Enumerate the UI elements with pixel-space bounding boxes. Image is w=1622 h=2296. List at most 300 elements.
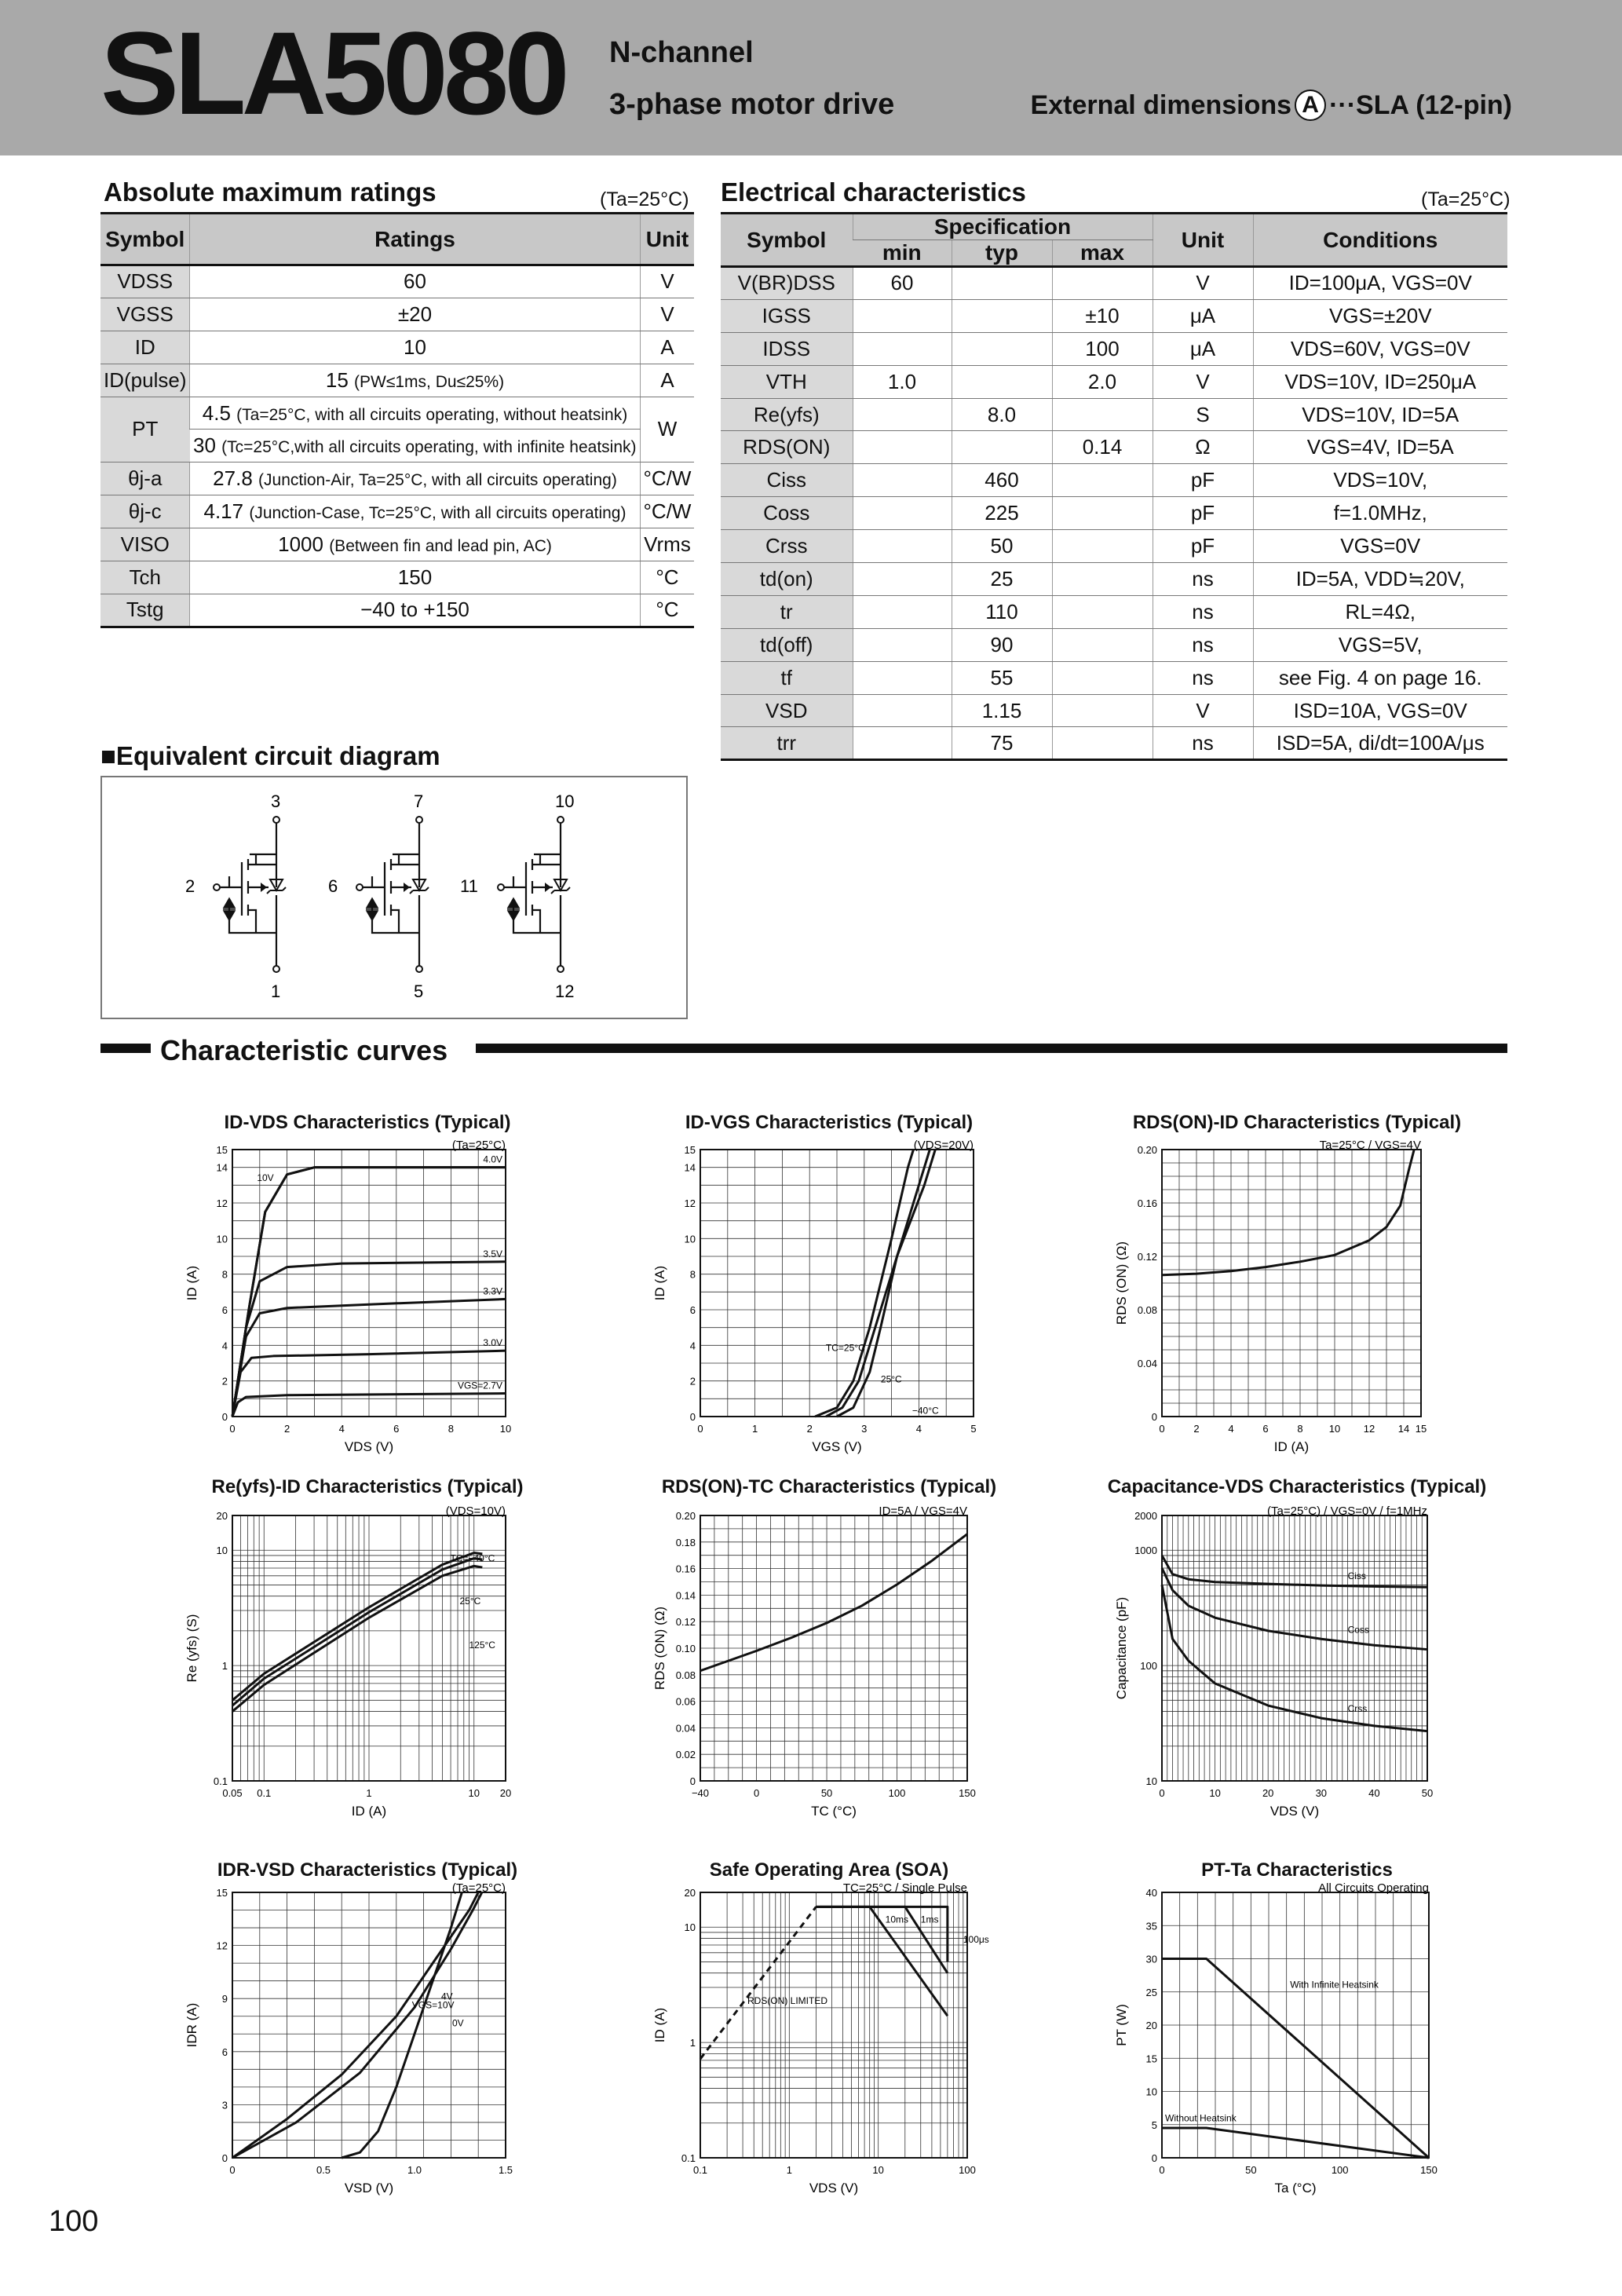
x-tick-label: 0.5 (316, 2164, 331, 2176)
abs-rating-value: −40 to +150 (360, 598, 469, 622)
ele-header-min: min (853, 240, 952, 267)
series-label: 3.5V (483, 1248, 502, 1260)
x-tick-label: 50 (820, 1787, 833, 1799)
abs-row (100, 594, 694, 627)
abs-header-unit: Unit (640, 214, 694, 265)
chart-title: PT-Ta Characteristics (1201, 1859, 1393, 1881)
y-tick-label: 6 (689, 1304, 696, 1316)
y-tick-label: 10 (684, 1921, 696, 1934)
ele-max (1052, 464, 1153, 497)
terminal-circle (356, 884, 363, 890)
pin-top-label: 7 (414, 792, 424, 811)
y-tick-label: 0.12 (675, 1616, 696, 1629)
x-tick-label: 2 (1193, 1423, 1200, 1435)
abs-rating-note: (Junction-Air, Ta=25°C, with all circuits operating) (258, 471, 617, 490)
ele-max (1052, 398, 1153, 431)
ele-row (721, 530, 1507, 563)
x-tick-label: 10 (1328, 1423, 1341, 1435)
y-tick-label: 10 (216, 1545, 228, 1557)
abs-symbol: Tstg (100, 594, 190, 627)
y-tick-label: 12 (684, 1197, 696, 1209)
chart-condition: (Ta=25°C) (451, 1140, 506, 1152)
x-axis-label: TC (°C) (811, 1804, 857, 1819)
ele-min (853, 661, 952, 694)
abs-symbol: VISO (100, 528, 190, 561)
chart-title: ID-VDS Characteristics (Typical) (224, 1112, 511, 1133)
series-line (1162, 2128, 1429, 2158)
abs-symbol: PT (100, 397, 190, 462)
x-tick-label: 10 (468, 1787, 480, 1799)
series-label: 125°C (469, 1639, 495, 1651)
ele-cond: VDS=10V, (1253, 464, 1507, 497)
ele-cond: VGS=5V, (1253, 628, 1507, 661)
abs-row (100, 462, 694, 495)
zener-diode (507, 898, 520, 920)
abs-rating-note: (Ta=25°C, with all circuits operating, without heatsink) (236, 405, 628, 424)
abs-row (100, 561, 694, 594)
y-tick-label: 15 (684, 1144, 696, 1156)
pin-gate-label: 2 (185, 876, 195, 896)
abs-row (100, 265, 694, 298)
x-tick-label: 100 (959, 2164, 976, 2176)
x-tick-label: 6 (393, 1423, 400, 1435)
y-tick-label: 0 (689, 1775, 696, 1787)
ele-cond: ID=100μA, VGS=0V (1253, 267, 1507, 300)
abs-header-ratings: Ratings (190, 214, 640, 265)
abs-row (100, 430, 694, 462)
y-tick-label: 0 (1151, 2152, 1157, 2164)
y-tick-label: 100 (1140, 1660, 1157, 1673)
abs-rating-value: 150 (397, 565, 433, 589)
ele-header-typ: typ (952, 240, 1052, 267)
abs-rating-value: 27.8 (213, 466, 253, 491)
ele-min (853, 299, 952, 332)
y-tick-label: 10 (216, 1233, 228, 1245)
abs-unit: °C (640, 561, 694, 594)
series-label: TC=−40°C (450, 1552, 495, 1564)
ele-sym: trr (721, 727, 853, 760)
x-tick-label: 150 (1420, 2164, 1438, 2176)
y-tick-label: 0.20 (1137, 1144, 1157, 1156)
series-label: With Infinite Heatsink (1290, 1979, 1379, 1991)
x-tick-label: 15 (1415, 1423, 1427, 1435)
y-axis-label: Capacitance (pF) (1114, 1596, 1129, 1700)
ext-dim-label: External dimensions (1030, 90, 1292, 120)
ele-row (721, 628, 1507, 661)
external-dimensions (1031, 90, 1512, 121)
ele-typ (952, 365, 1052, 398)
abs-unit: W (640, 397, 694, 462)
ele-sym: VSD (721, 694, 853, 727)
terminal-circle (557, 966, 564, 972)
x-tick-label: 100 (1331, 2164, 1349, 2176)
ele-row (721, 365, 1507, 398)
abs-rating (190, 430, 640, 462)
ele-row (721, 299, 1507, 332)
circuit-svg (102, 777, 686, 1018)
x-axis-label: VDS (V) (1269, 1804, 1320, 1819)
y-tick-label: 0.16 (675, 1563, 696, 1575)
series-label: 4V (441, 1991, 453, 2002)
chart-title: RDS(ON)-TC Characteristics (Typical) (661, 1476, 997, 1497)
abs-rating-note: (PW≤1ms, Du≤25%) (354, 372, 505, 391)
series-label: 1ms (920, 1914, 939, 1925)
y-tick-label: 25 (1145, 1986, 1157, 1998)
ele-cond: VDS=10V, ID=250μA (1253, 365, 1507, 398)
ele-cond: f=1.0MHz, (1253, 497, 1507, 530)
ele-unit: S (1153, 398, 1253, 431)
ele-unit: V (1153, 365, 1253, 398)
x-tick-label: 0 (753, 1787, 760, 1799)
x-tick-label: 5 (970, 1423, 977, 1435)
abs-rating-value: 4.5 (202, 400, 231, 425)
x-tick-label: −40 (691, 1787, 710, 1799)
y-tick-label: 0.08 (675, 1669, 696, 1681)
curves-heading-bar (100, 1036, 1507, 1071)
ele-min (853, 530, 952, 563)
chart-c8 (637, 1883, 991, 2205)
y-axis-label: RDS (ON) (Ω) (652, 1606, 667, 1691)
x-tick-label: 40 (1368, 1787, 1380, 1799)
chart-title: Re(yfs)-ID Characteristics (Typical) (211, 1476, 524, 1497)
y-tick-label: 1 (221, 1660, 228, 1673)
y-tick-label: 0.04 (1137, 1358, 1157, 1369)
ele-max (1052, 267, 1153, 300)
y-tick-label: 0.08 (1137, 1304, 1157, 1316)
ele-header-conditions: Conditions (1253, 214, 1507, 267)
abs-rating-value: 4.17 (203, 499, 244, 524)
abs-row (100, 331, 694, 364)
series-label: 10V (257, 1172, 274, 1183)
series-label: Without Heatsink (1165, 2112, 1237, 2124)
x-tick-label: 1 (751, 1423, 758, 1435)
y-tick-label: 6 (221, 1304, 228, 1316)
ele-header-max: max (1052, 240, 1153, 267)
ele-unit: ns (1153, 563, 1253, 596)
ele-unit: μA (1153, 299, 1253, 332)
y-tick-label: 0.04 (675, 1722, 696, 1735)
x-axis-label: VSD (V) (344, 2181, 394, 2195)
mosfet-symbol (220, 823, 276, 966)
ele-row (721, 661, 1507, 694)
x-tick-label: 150 (959, 1787, 976, 1799)
ele-typ: 8.0 (952, 398, 1052, 431)
y-tick-label: 8 (221, 1268, 228, 1281)
y-tick-label: 30 (1145, 1953, 1157, 1965)
ele-min (853, 398, 952, 431)
series-label: Ciss (1347, 1570, 1366, 1582)
series-label: 4.0V (483, 1153, 502, 1165)
x-tick-label: 8 (448, 1423, 455, 1435)
header-band (0, 0, 1622, 155)
series-label: TC=25°C (825, 1342, 865, 1354)
ele-max: 0.14 (1052, 431, 1153, 464)
y-tick-label: 0.10 (675, 1643, 696, 1654)
abs-unit: A (640, 364, 694, 397)
ele-max: 100 (1052, 332, 1153, 365)
x-tick-label: 100 (888, 1787, 906, 1799)
x-tick-label: 0 (697, 1423, 703, 1435)
series-line (232, 1892, 482, 2158)
ele-sym: IGSS (721, 299, 853, 332)
y-tick-label: 20 (684, 1887, 696, 1899)
y-tick-label: 14 (216, 1161, 228, 1174)
ele-min (853, 332, 952, 365)
ele-min (853, 464, 952, 497)
x-axis-label: VDS (V) (344, 1439, 394, 1454)
terminal-circle (557, 817, 564, 823)
chart-condition: (VDS=20V) (913, 1140, 974, 1152)
x-tick-label: 3 (861, 1423, 868, 1435)
x-tick-label: 0 (229, 2164, 236, 2176)
y-tick-label: 0.16 (1137, 1197, 1157, 1209)
ele-cond: VDS=60V, VGS=0V (1253, 332, 1507, 365)
series-label: 25°C (880, 1373, 902, 1385)
ele-max (1052, 694, 1153, 727)
chart-c3 (1099, 1140, 1445, 1464)
abs-unit: °C/W (640, 462, 694, 495)
abs-rating (190, 397, 640, 430)
y-tick-label: 12 (216, 1197, 228, 1209)
pin-bottom-label: 5 (414, 982, 424, 1001)
ele-row (721, 497, 1507, 530)
chart-condition: Ta=25°C / VGS=4V (1319, 1140, 1421, 1152)
abs-rating (190, 298, 640, 331)
y-tick-label: 2000 (1134, 1510, 1157, 1522)
abs-unit: V (640, 265, 694, 298)
abs-rating (190, 331, 640, 364)
terminal-circle (214, 884, 220, 890)
x-axis-label: Ta (°C) (1274, 2181, 1317, 2195)
ele-min: 1.0 (853, 365, 952, 398)
x-tick-label: 0.05 (222, 1787, 243, 1799)
device-type: N-channel (609, 36, 754, 69)
ele-typ (952, 332, 1052, 365)
ele-typ: 460 (952, 464, 1052, 497)
series-label: 100μs (963, 1934, 989, 1946)
abs-unit: V (640, 298, 694, 331)
ele-unit: V (1153, 694, 1253, 727)
chart-condition: All Circuits Operating (1318, 1883, 1429, 1895)
curves-bar-right (476, 1044, 1507, 1053)
x-tick-label: 4 (1228, 1423, 1234, 1435)
ele-max: 2.0 (1052, 365, 1153, 398)
ele-cond: see Fig. 4 on page 16. (1253, 661, 1507, 694)
pin-bottom-label: 12 (555, 982, 575, 1001)
y-tick-label: 0.1 (213, 1775, 228, 1787)
x-tick-label: 30 (1315, 1787, 1328, 1799)
x-tick-label: 0.1 (692, 2164, 708, 2176)
y-tick-label: 15 (1145, 2053, 1157, 2065)
ele-sym: td(off) (721, 628, 853, 661)
chart-condition: ID=5A / VGS=4V (879, 1506, 967, 1518)
y-tick-label: 4 (689, 1340, 696, 1352)
y-tick-label: 0 (1151, 1411, 1157, 1423)
x-tick-label: 6 (1262, 1423, 1269, 1435)
electrical-table (721, 212, 1507, 761)
abs-header-symbol: Symbol (100, 214, 190, 265)
abs-max-condition: (Ta=25°C) (600, 188, 689, 210)
abs-max-title: Absolute maximum ratings (104, 177, 437, 207)
y-tick-label: 0.14 (675, 1589, 696, 1602)
abs-rating (190, 594, 640, 627)
abs-symbol: ID(pulse) (100, 364, 190, 397)
ele-typ: 225 (952, 497, 1052, 530)
ele-sym: VTH (721, 365, 853, 398)
ele-header-unit: Unit (1153, 214, 1253, 267)
zener-diode (223, 898, 236, 920)
series-label: −40°C (911, 1405, 939, 1417)
chart-c7 (170, 1883, 529, 2205)
ele-cond: VGS=0V (1253, 530, 1507, 563)
abs-symbol: Tch (100, 561, 190, 594)
ext-dim-package: ···SLA (12-pin) (1329, 90, 1512, 120)
ele-sym: Ciss (721, 464, 853, 497)
ele-cond: VGS=±20V (1253, 299, 1507, 332)
ele-typ: 25 (952, 563, 1052, 596)
chart-c9 (1099, 1883, 1452, 2205)
ele-typ: 75 (952, 727, 1052, 760)
ele-sym: Re(yfs) (721, 398, 853, 431)
chart-title: Safe Operating Area (SOA) (709, 1859, 949, 1881)
ele-sym: tr (721, 595, 853, 628)
y-tick-label: 0 (221, 1411, 228, 1423)
y-tick-label: 2 (221, 1375, 228, 1387)
ele-typ (952, 299, 1052, 332)
ele-typ (952, 431, 1052, 464)
y-axis-label: IDR (A) (184, 2002, 199, 2048)
y-tick-label: 2 (689, 1375, 696, 1387)
ele-row (721, 431, 1507, 464)
y-tick-label: 1 (689, 2037, 696, 2049)
y-tick-label: 4 (221, 1340, 228, 1352)
ele-unit: pF (1153, 497, 1253, 530)
ele-sym: td(on) (721, 563, 853, 596)
ele-min (853, 563, 952, 596)
terminal-circle (416, 817, 422, 823)
circuit-diagram (100, 776, 688, 1019)
ele-cond: ISD=10A, VGS=0V (1253, 694, 1507, 727)
ele-typ: 110 (952, 595, 1052, 628)
series-label: RDS(ON) LIMITED (747, 1994, 827, 2006)
abs-unit: °C (640, 594, 694, 627)
chart-c1 (170, 1140, 529, 1464)
ele-cond: ID=5A, VDD≒20V, (1253, 563, 1507, 596)
ele-unit: pF (1153, 530, 1253, 563)
ele-row (721, 694, 1507, 727)
series-label: Coss (1347, 1624, 1369, 1636)
x-axis-label: VDS (V) (809, 2181, 859, 2195)
ext-dim-mark: A (1295, 90, 1326, 121)
page-number: 100 (49, 2205, 99, 2238)
ele-max (1052, 661, 1153, 694)
curves-title: Characteristic curves (160, 1036, 448, 1066)
electrical-condition: (Ta=25°C) (1421, 188, 1511, 210)
abs-rating-value: 1000 (278, 532, 323, 557)
chart-condition: (Ta=25°C) / VGS=0V / f=1MHz (1267, 1506, 1427, 1518)
abs-rating (190, 265, 640, 298)
ele-cond: VDS=10V, ID=5A (1253, 398, 1507, 431)
x-tick-label: 12 (1363, 1423, 1375, 1435)
ele-unit: V (1153, 267, 1253, 300)
abs-row (100, 298, 694, 331)
abs-unit: Vrms (640, 528, 694, 561)
x-axis-label: ID (A) (1273, 1439, 1310, 1454)
mosfet-symbol (504, 823, 561, 966)
series-label: 25°C (459, 1595, 481, 1607)
ele-cond: RL=4Ω, (1253, 595, 1507, 628)
y-tick-label: 0.12 (1137, 1251, 1157, 1263)
chart-c2 (637, 1140, 997, 1464)
y-axis-label: ID (A) (652, 2007, 667, 2043)
series-line (342, 1892, 462, 2158)
y-tick-label: 0.02 (675, 1749, 696, 1761)
x-tick-label: 10 (872, 2164, 884, 2176)
x-tick-label: 0 (1159, 1787, 1165, 1799)
abs-rating-value: 10 (404, 335, 426, 359)
ele-row (721, 727, 1507, 760)
abs-rating (190, 528, 640, 561)
y-axis-label: ID (A) (184, 1265, 199, 1301)
abs-rating-note: (Between fin and lead pin, AC) (329, 537, 552, 556)
y-tick-label: 5 (1151, 2119, 1157, 2131)
abs-rating-value: 15 (325, 367, 349, 392)
abs-unit: A (640, 331, 694, 364)
series-line (232, 1566, 482, 1711)
abs-unit: °C/W (640, 495, 694, 528)
pin-bottom-label: 1 (271, 982, 281, 1001)
circuit-title: ■Equivalent circuit diagram (100, 741, 440, 770)
series-label: 3.3V (483, 1285, 502, 1297)
x-tick-label: 50 (1421, 1787, 1434, 1799)
series-line (232, 1892, 478, 2158)
y-tick-label: 1000 (1134, 1545, 1157, 1557)
x-tick-label: 20 (499, 1787, 512, 1799)
ele-sym: tf (721, 661, 853, 694)
mosfet-arrow (404, 883, 410, 892)
terminal-circle (273, 817, 279, 823)
ele-max (1052, 563, 1153, 596)
abs-rating-value: 60 (404, 269, 426, 294)
ele-typ: 50 (952, 530, 1052, 563)
x-tick-label: 10 (1209, 1787, 1221, 1799)
abs-symbol: θj-c (100, 495, 190, 528)
series-label: 3.0V (483, 1337, 502, 1349)
terminal-circle (498, 884, 504, 890)
ele-min (853, 431, 952, 464)
abs-rating (190, 364, 640, 397)
part-number: SLA5080 (100, 7, 565, 139)
y-tick-label: 0.1 (681, 2152, 696, 2164)
y-tick-label: 15 (216, 1144, 228, 1156)
chart-condition: (VDS=10V) (445, 1506, 506, 1518)
y-tick-label: 9 (221, 1993, 228, 2005)
ele-typ: 1.15 (952, 694, 1052, 727)
abs-rating-note: (Tc=25°C,with all circuits operating, with infinite heatsink) (221, 438, 637, 457)
mosfet-arrow (261, 883, 267, 892)
ele-max (1052, 595, 1153, 628)
y-tick-label: 8 (689, 1268, 696, 1281)
series-label: VGS=10V (411, 1999, 455, 2011)
x-tick-label: 1.5 (498, 2164, 513, 2176)
y-tick-label: 14 (684, 1161, 696, 1174)
series-label: 0V (452, 2017, 464, 2029)
y-tick-label: 0.06 (675, 1695, 696, 1708)
ele-unit: ns (1153, 661, 1253, 694)
pin-gate-label: 6 (328, 876, 338, 896)
mosfet-symbol (363, 823, 419, 966)
series-label: 10ms (885, 1914, 909, 1925)
